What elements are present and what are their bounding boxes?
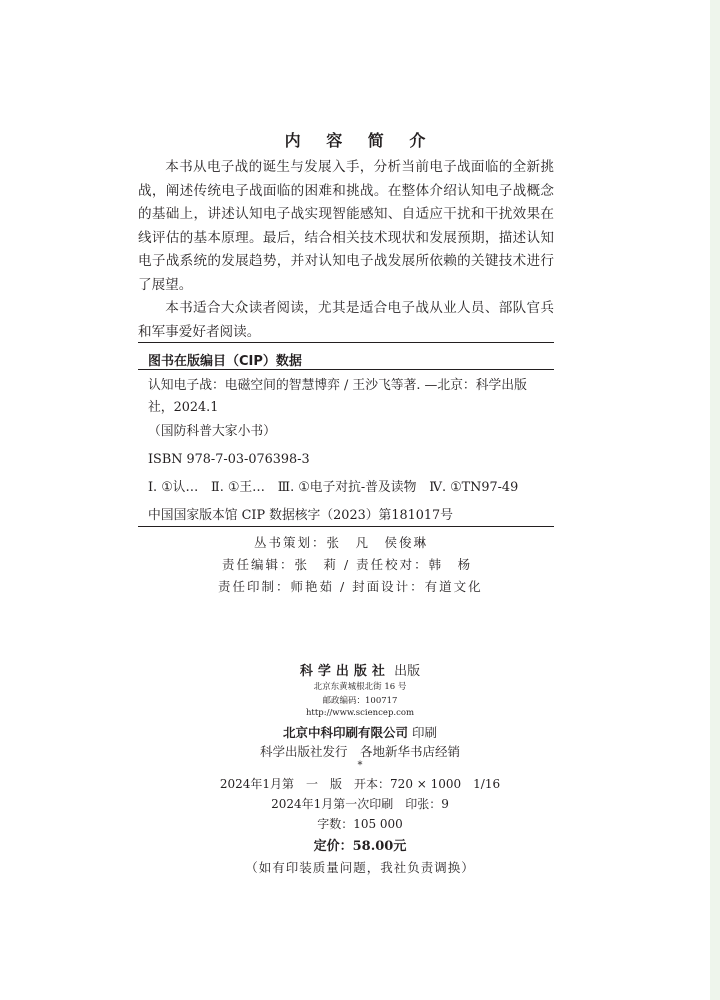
cip-heading: 图书在版编目（CIP）数据 bbox=[148, 354, 302, 369]
cip-body bbox=[148, 375, 548, 533]
summary-title: 内 容 简 介 bbox=[284, 131, 436, 150]
publisher-action: 出版 bbox=[394, 664, 421, 679]
summary-paragraph: 本书适合大众读者阅读，尤其是适合电子战从业人员、部队官兵和军事爱好者阅读。 bbox=[138, 300, 554, 340]
publisher-line bbox=[0, 660, 720, 679]
cip-isbn: ISBN 978-7-03-076398-3 bbox=[148, 452, 310, 467]
distribution-line: 科学出版社发行 各地新华书店经销 bbox=[259, 744, 460, 759]
printer-name: 北京中科印刷有限公司 bbox=[282, 725, 408, 740]
printer-line bbox=[0, 723, 720, 741]
publisher-name: 科学出版社 bbox=[299, 664, 390, 679]
publisher-website: http://www.sciencep.com bbox=[305, 708, 415, 718]
printing-cover-design: 责任印制：师艳茹 / 封面设计：有道文化 bbox=[218, 579, 483, 594]
editor-proofreader: 责任编辑：张 莉 / 责任校对：韩 杨 bbox=[222, 557, 473, 572]
cip-top-rule bbox=[138, 342, 554, 343]
cip-series: （国防科普大家小书） bbox=[148, 424, 276, 439]
printer-action: 印刷 bbox=[411, 725, 437, 740]
credits bbox=[0, 532, 720, 598]
separator-star: * bbox=[357, 760, 363, 771]
publisher-postcode: 邮政编码：100717 bbox=[322, 696, 398, 706]
summary-paragraph: 本书从电子战的诞生与发展入手，分析当前电子战面临的全新挑战，阐述传统电子战面临的困难和挑战。在整体介绍认知电子战概念的基础上，讲述认知电子战实现智能感知、自适应干扰和干扰效果在线评估的基本原理。最后，结合相关技术现状和发展预期，描述认知电子战系统的发展趋势，并对认知电子战发展所依赖的关键技术进行了展望。 bbox=[138, 159, 554, 293]
series-planner: 丛书策划：张 凡 侯俊琳 bbox=[254, 535, 429, 550]
publisher-address: 北京东黄城根北街 16 号 bbox=[313, 682, 407, 692]
cip-entry: 认知电子战：电磁空间的智慧博弈 / 王沙飞等著. —北京：科学出版社，2024.1 bbox=[148, 378, 527, 415]
price: 定价：58.00元 bbox=[313, 839, 407, 854]
cip-verification: 中国国家版本馆 CIP 数据核字（2023）第181017号 bbox=[148, 508, 453, 523]
edition-line: 2024年1月第 一 版 开本：720 × 1000 1/16 bbox=[219, 777, 501, 791]
print-line: 2024年1月第一次印刷 印张：9 bbox=[271, 797, 449, 811]
cip-heading-rule bbox=[138, 369, 554, 370]
summary-body bbox=[138, 156, 554, 344]
cip-bottom-rule bbox=[138, 526, 554, 527]
word-count: 字数：105 000 bbox=[317, 817, 403, 831]
quality-notice: （如有印装质量问题，我社负责调换） bbox=[245, 860, 475, 875]
cip-classification: Ⅰ. ①认… Ⅱ. ①王… Ⅲ. ①电子对抗-普及读物 Ⅳ. ①TN97-49 bbox=[148, 480, 519, 495]
